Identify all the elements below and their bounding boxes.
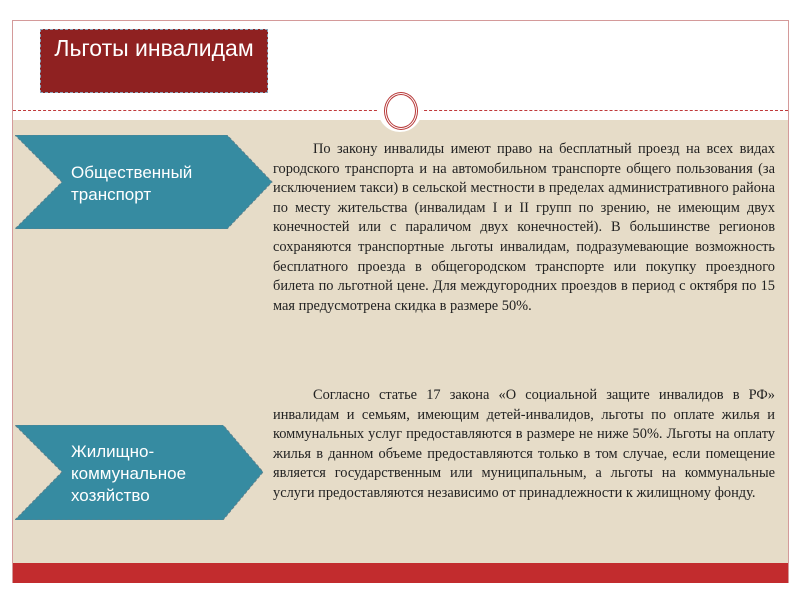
paragraph: По закону инвалиды имеют право на бесплатный проезд на всех видах городского транспорта и на автомобильном транспорте общего пользования (за исключением такси) в сельской местности в пределах административного района по месту жительства (инвалидам I и II групп по зрению, не имеющим двух конечностей или с параличом двух конечностей). В большинстве регионов сохраняются транспортные льготы инвалидам, подразумевающие возможность бесплатного проезда в общегородском транспорте или покупку проездного билета по льготной цене. Для междугородних проездов в период с октября по 15 мая предусмотрена скидка в размере 50%. <box>273 141 775 314</box>
circle-ornament-icon <box>384 92 418 130</box>
label-line: Жилищно- <box>71 442 155 461</box>
section-label <box>71 441 186 507</box>
housing-text <box>273 386 775 504</box>
section-arrow-housing <box>15 425 265 520</box>
label-line: транспорт <box>71 185 152 204</box>
slide-title: Льготы инвалидам <box>40 29 268 93</box>
footer-bar <box>13 563 788 583</box>
label-line: хозяйство <box>71 486 150 505</box>
section-arrow-transport <box>15 135 273 229</box>
label-line: коммунальное <box>71 464 187 483</box>
section-label <box>71 162 192 206</box>
label-line: Общественный <box>71 163 193 182</box>
paragraph: Согласно статье 17 закона «О социальной защите инвалидов в РФ» инвалидам и семьям, имеющим детей-инвалидов, льготы по оплате жилья и коммунальных услуг предоставляются в размере не ниже 50%. Льготы на оплату жилья в данном объеме предоставляются только в том случае, если помещение является государственным или муниципальным, а льготы на коммунальные услуги предоставляются независимо от принадлежности к жилищному фонду. <box>273 387 775 501</box>
transport-text <box>273 140 775 316</box>
